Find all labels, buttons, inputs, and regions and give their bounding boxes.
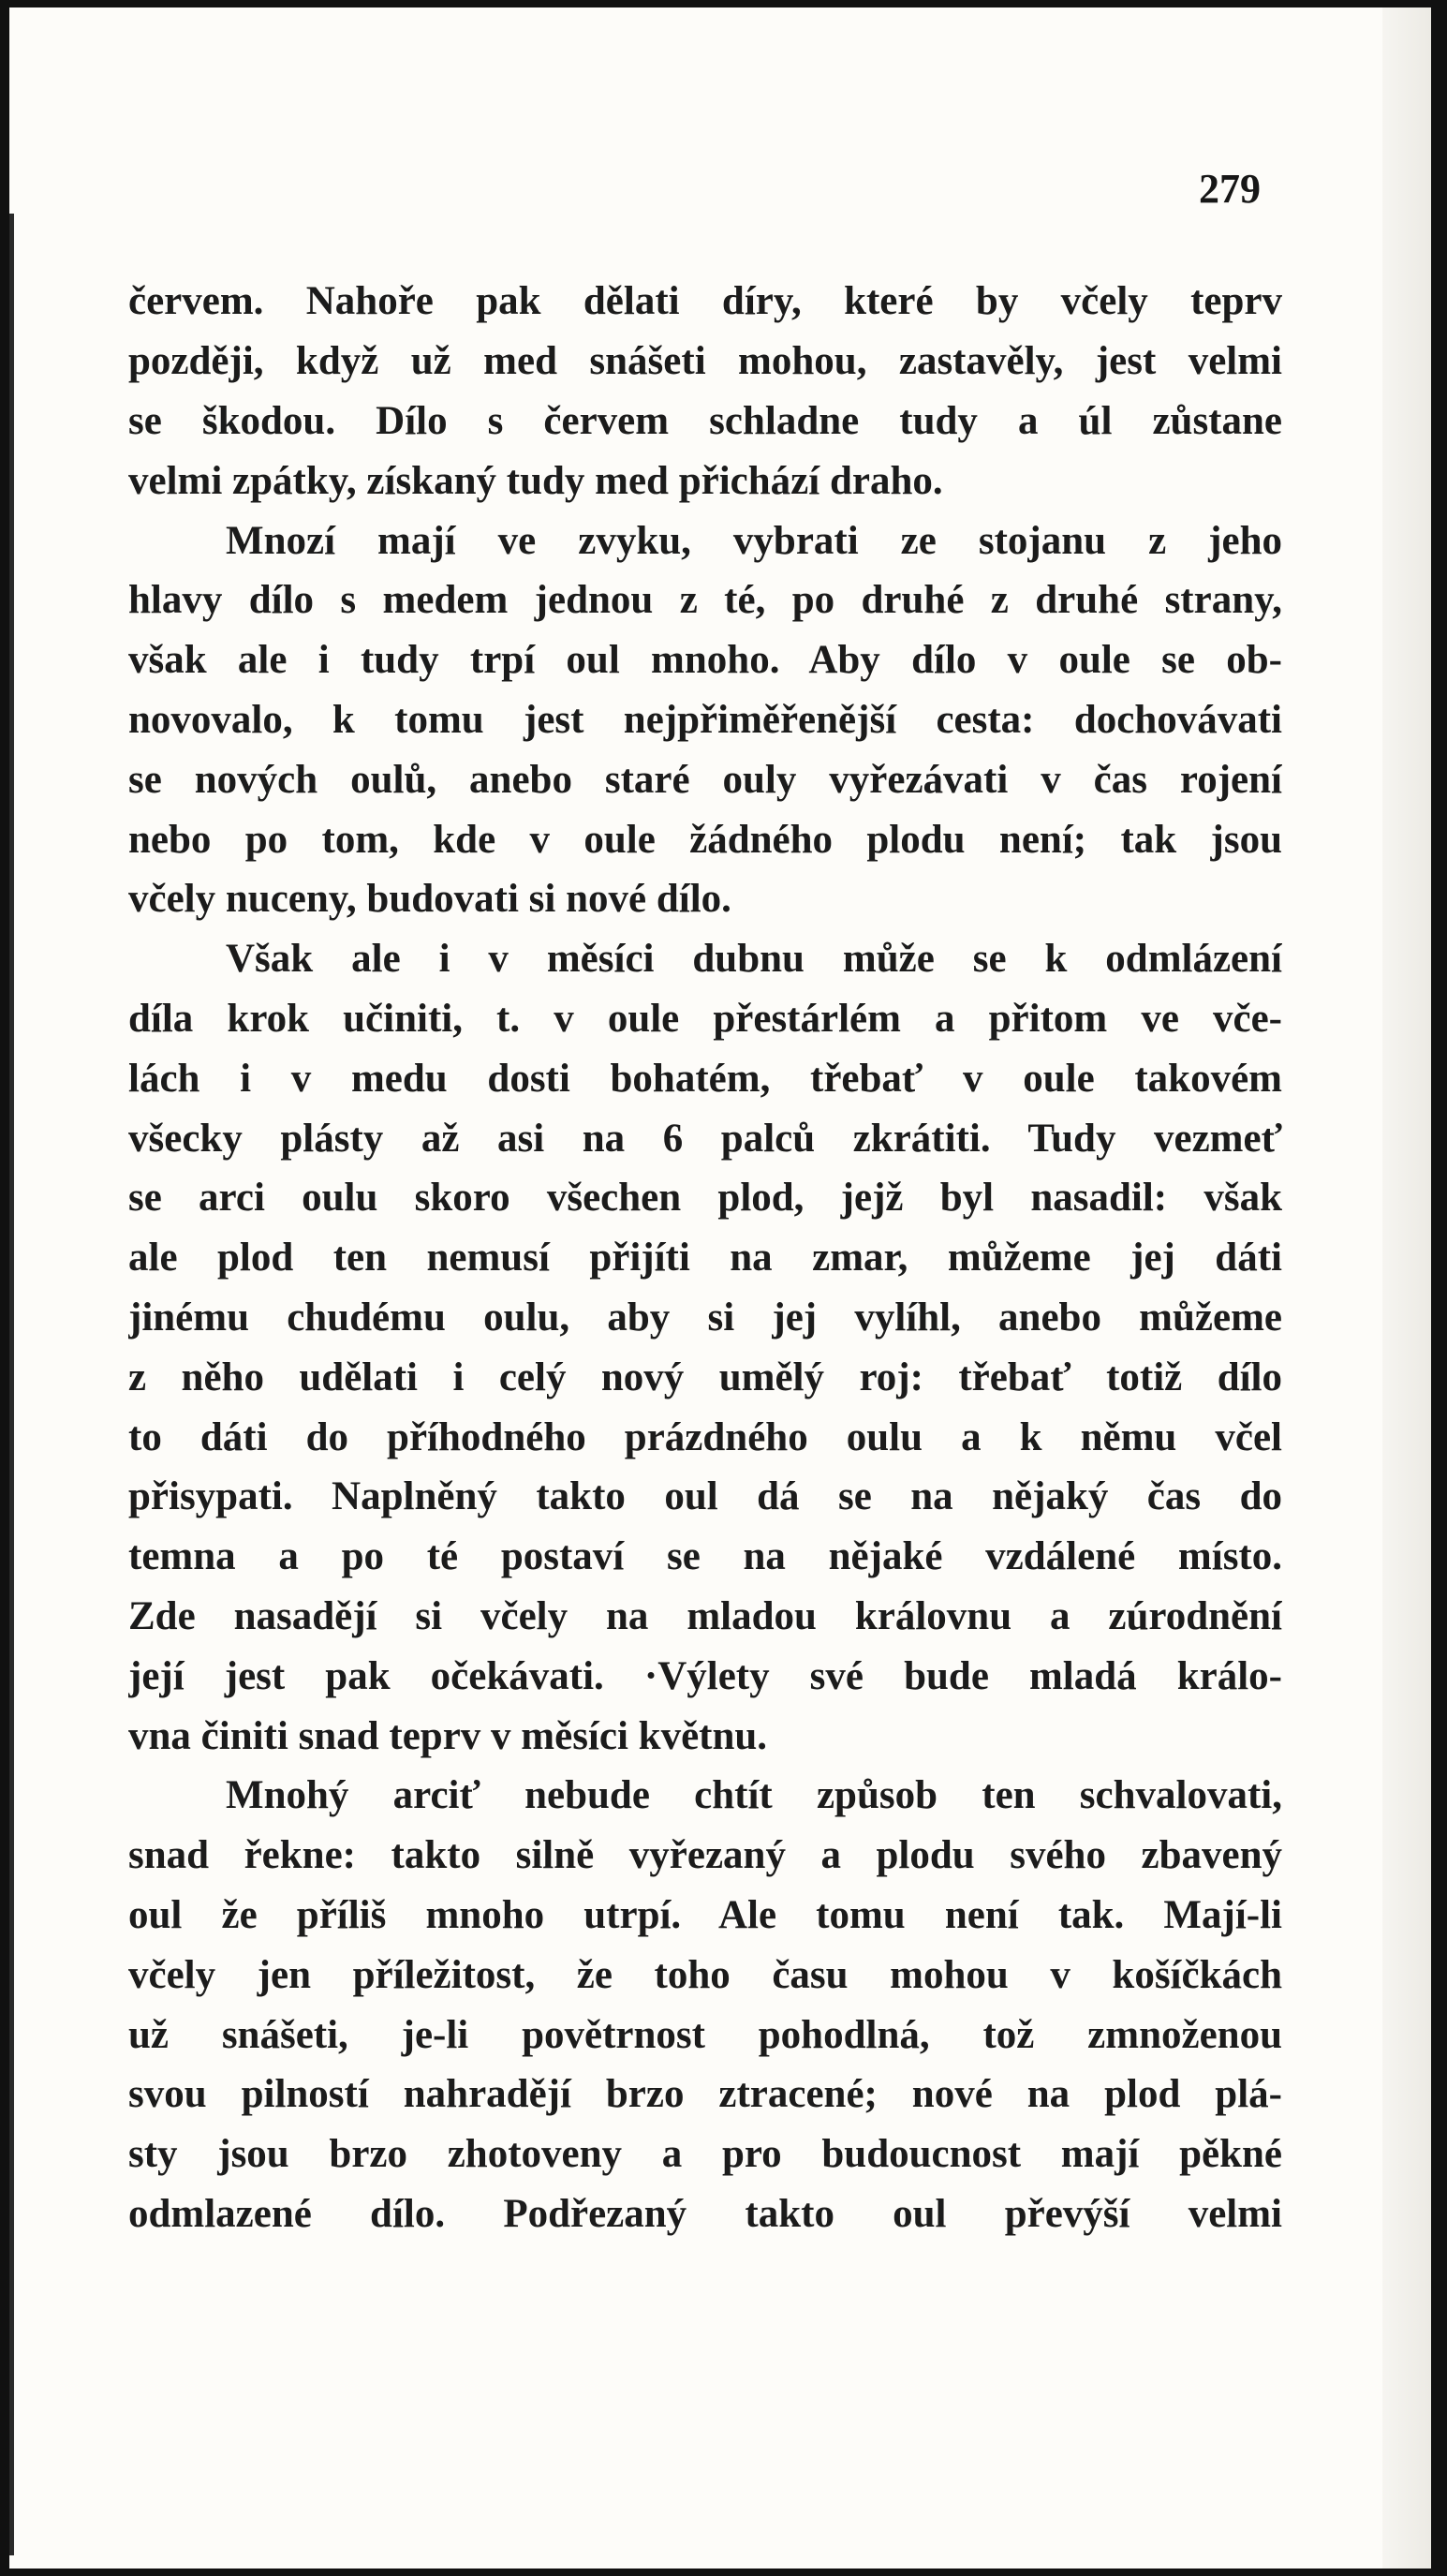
text-line-content: sty jsou brzo zhotoveny a pro budoucnost mají pěkné bbox=[128, 2132, 1282, 2177]
text-line bbox=[128, 1108, 1282, 1168]
text-line bbox=[128, 2005, 1282, 2065]
text-line bbox=[128, 1766, 1282, 1826]
text-line bbox=[128, 1288, 1282, 1348]
text-line-content: lách i v medu dosti bohatém, třebať v oule takovém bbox=[128, 1056, 1282, 1101]
text-line-content: jinému chudému oulu, aby si jej vylíhl, anebo můžeme bbox=[128, 1295, 1282, 1340]
text-line bbox=[128, 2065, 1282, 2124]
text-line bbox=[128, 1826, 1282, 1886]
text-line-content: se nových oulů, anebo staré ouly vyřezávati v čas rojení bbox=[128, 757, 1282, 802]
text-line bbox=[128, 809, 1282, 869]
page-number: 279 bbox=[1199, 166, 1261, 212]
text-line bbox=[128, 1527, 1282, 1587]
text-line-content: však ale i tudy trpí oul mnoho. Aby dílo v oule se ob- bbox=[128, 638, 1282, 683]
text-line-content: nebo po tom, kde v oule žádného plodu není; tak jsou bbox=[128, 817, 1282, 862]
text-line bbox=[128, 1706, 1282, 1766]
text-line-content: z něho udělati i celý nový umělý roj: třebať totiž dílo bbox=[128, 1355, 1282, 1399]
text-line bbox=[128, 1646, 1282, 1706]
text-line-content: všecky plásty až asi na 6 palců zkrátiti. Tudy vezmeť bbox=[128, 1116, 1282, 1161]
page-margin-shadow bbox=[1382, 7, 1431, 2569]
text-line-content: později, když už med snášeti mohou, zastavěly, jest velmi bbox=[128, 339, 1282, 384]
text-line-content: Mnohý arciť nebude chtít způsob ten schvalovati, bbox=[226, 1773, 1282, 1818]
text-line-content: temna a po té postaví se na nějaké vzdálené místo. bbox=[128, 1534, 1282, 1579]
text-line bbox=[128, 869, 1282, 929]
text-line bbox=[128, 929, 1282, 989]
text-line bbox=[128, 989, 1282, 1049]
text-line-content: svou pilností nahradějí brzo ztracené; nové na plod plá- bbox=[128, 2072, 1282, 2117]
text-line bbox=[128, 392, 1282, 452]
text-line-content: Zde nasadějí si včely na mladou královnu a zúrodnění bbox=[128, 1593, 1282, 1638]
text-line bbox=[128, 690, 1282, 750]
text-line-content: její jest pak očekávati. ·Výlety své bude mladá králo- bbox=[128, 1653, 1282, 1698]
text-line bbox=[128, 2184, 1282, 2244]
text-line-content: přisypati. Naplněný takto oul dá se na nějaký čas do bbox=[128, 1474, 1282, 1519]
text-line bbox=[128, 630, 1282, 690]
text-line-content: novovalo, k tomu jest nejpřiměřenější cesta: dochovávati bbox=[128, 697, 1282, 742]
text-line bbox=[128, 1228, 1282, 1288]
text-line-content: velmi zpátky, získaný tudy med přichází draho. bbox=[128, 458, 943, 503]
text-line-content: vna činiti snad teprv v měsíci květnu. bbox=[128, 1713, 768, 1758]
text-line bbox=[128, 272, 1282, 332]
book-page bbox=[9, 7, 1431, 2569]
text-line-content: se arci oulu skoro všechen plod, jejž byl nasadil: však bbox=[128, 1176, 1282, 1221]
text-line bbox=[128, 1886, 1282, 1946]
text-line-content: snad řekne: takto silně vyřezaný a plodu svého zbavený bbox=[128, 1833, 1282, 1878]
text-line bbox=[128, 332, 1282, 392]
page-binding-edge bbox=[9, 214, 14, 2555]
text-line-content: červem. Nahoře pak dělati díry, které by včely teprv bbox=[128, 279, 1282, 324]
text-line bbox=[128, 1048, 1282, 1108]
text-line-content: už snášeti, je-li povětrnost pohodlná, tož zmnoženou bbox=[128, 2012, 1282, 2057]
text-line-content: včely nuceny, budovati si nové dílo. bbox=[128, 877, 731, 922]
text-line-content: odmlazené dílo. Podřezaný takto oul převýší velmi bbox=[128, 2191, 1282, 2236]
text-line-content: Však ale i v měsíci dubnu může se k odmlázení bbox=[226, 937, 1282, 982]
text-line bbox=[128, 570, 1282, 630]
text-line bbox=[128, 2124, 1282, 2184]
text-line bbox=[128, 749, 1282, 809]
text-line-content: včely jen příležitost, že toho času mohou v košíčkách bbox=[128, 1952, 1282, 1997]
text-line bbox=[128, 1587, 1282, 1647]
text-line bbox=[128, 1945, 1282, 2005]
text-line bbox=[128, 1467, 1282, 1527]
text-line-content: to dáti do příhodného prázdného oulu a k němu včel bbox=[128, 1414, 1282, 1459]
text-line-content: Mnozí mají ve zvyku, vybrati ze stojanu z jeho bbox=[226, 518, 1282, 563]
text-line bbox=[128, 1347, 1282, 1407]
text-line bbox=[128, 451, 1282, 511]
text-line-content: hlavy dílo s medem jednou z té, po druhé z druhé strany, bbox=[128, 578, 1282, 623]
text-line-content: díla krok učiniti, t. v oule přestárlém a přitom ve vče- bbox=[128, 996, 1282, 1041]
text-line bbox=[128, 1168, 1282, 1228]
text-line-content: se škodou. Dílo s červem schladne tudy a úl zůstane bbox=[128, 398, 1282, 443]
text-line bbox=[128, 511, 1282, 570]
text-line-content: ale plod ten nemusí přijíti na zmar, můžeme jej dáti bbox=[128, 1236, 1282, 1281]
text-line bbox=[128, 1407, 1282, 1467]
body-text bbox=[128, 272, 1282, 2243]
text-line-content: oul že příliš mnoho utrpí. Ale tomu není tak. Mají-li bbox=[128, 1892, 1282, 1937]
